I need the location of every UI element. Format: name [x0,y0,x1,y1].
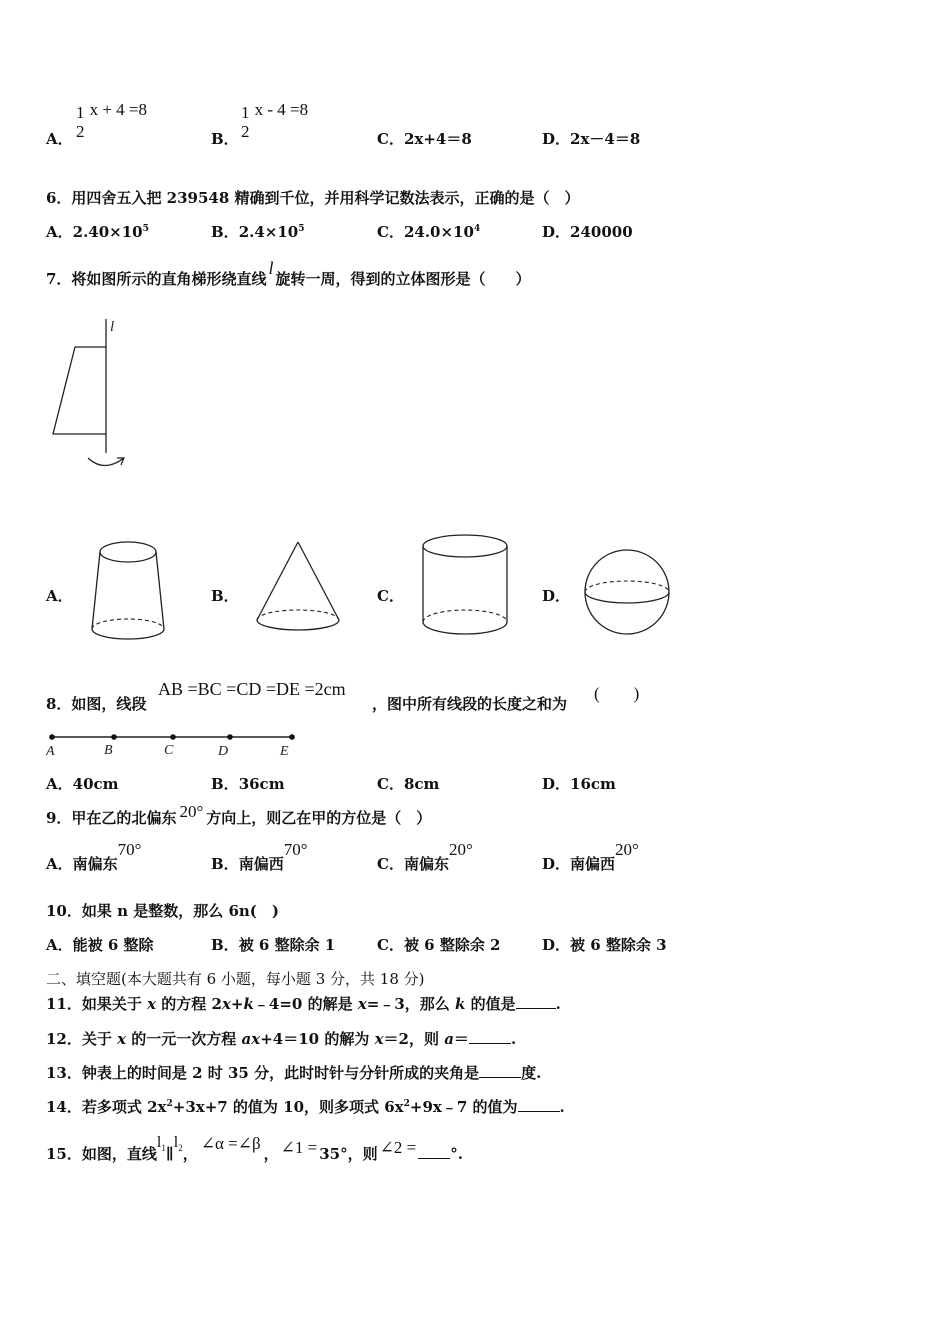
direction: 南偏西 [238,855,284,873]
variable: ax [241,1030,261,1048]
q5-option-b-formula [241,99,309,141]
value: 被 6 整除余 1 [238,936,336,954]
letter: C． [377,936,404,954]
q9-option-b [211,840,308,874]
value: 被 6 整除余 2 [403,936,501,954]
direction: 南偏东 [72,855,118,873]
q10-option-b [211,934,335,955]
text: . [559,1098,565,1116]
frustum-shape [86,538,170,648]
letter: A． [46,936,73,954]
text: . [510,1030,517,1048]
q10-option-c [377,934,501,955]
variable: k [243,995,254,1013]
letter: D． [542,775,571,793]
exponent: 2 [403,1099,410,1109]
cylinder-shape [418,532,512,640]
text: 的一元一次方程 [131,1030,237,1048]
q14 [46,1096,565,1117]
variable: x [221,995,231,1013]
q15 [46,1134,463,1165]
text: +4＝10 的解为 [260,1030,370,1048]
exponent: 5 [298,224,305,234]
q7-option-c-letter: C． [377,587,404,605]
sphere-shape [582,546,672,638]
letter: C． [377,775,404,793]
expression: x + 4 =8 [89,99,148,119]
text: 的方程 2 [161,995,222,1013]
text: =﹣3，那么 [366,995,450,1013]
q10-stem: 10．如果 n 是整数，那么 6n( ) [46,902,279,920]
letter: C． [377,223,404,241]
text: ＝2，则 [383,1030,439,1048]
point-c [170,734,176,740]
text: 14．若多项式 2x [46,1098,167,1116]
angle-equation: ∠1 = [280,1138,318,1157]
text: 度. [521,1064,542,1082]
q5-option-a-letter: A． [46,130,73,148]
q5-option-b-letter: B． [211,130,239,148]
answer-blank[interactable] [469,1031,511,1044]
point-d [227,734,233,740]
value: 8cm [403,775,440,793]
stem-part: 方向上，则乙在甲的方位是（ ） [206,809,432,827]
answer-blank[interactable] [518,1099,560,1112]
letter: A． [46,775,73,793]
line-name: l [156,1134,162,1151]
q6-option-b [211,221,305,242]
q9-option-c [377,840,473,874]
q8-stem-start: 8．如图，线段 [46,695,147,713]
variable: a [444,1030,454,1048]
point-c-label: C [164,743,174,758]
cone-shape [253,538,343,638]
q7-option-a-letter: A． [46,587,73,605]
line-variable: l [268,258,274,278]
value: 16cm [570,775,616,793]
line-l2 [173,1134,183,1154]
subscript: 1 [161,1143,166,1154]
direction: 南偏西 [570,855,616,873]
text: ， [182,1145,198,1163]
fraction [241,103,250,141]
letter: D． [542,223,571,241]
angle-equation: ∠2 = [379,1138,417,1157]
exponent: 2 [166,1099,173,1109]
text: +9x﹣7 的值为 [409,1098,518,1116]
variable: x [374,1030,384,1048]
variable: x [147,995,157,1013]
value: 24.0×10 [403,223,474,241]
stem-part: 旋转一周，得到的立体图形是（ ） [275,270,531,288]
letter: B． [211,936,239,954]
subscript: 2 [178,1143,183,1154]
value: 240000 [570,223,633,241]
text: °. [450,1145,463,1163]
q5-option-d [542,128,640,149]
q8-stem-end: ，图中所有线段的长度之和为 [372,695,568,713]
point-a [49,734,55,740]
text: + [230,995,244,1013]
letter: B． [211,855,239,873]
angle-equation: ∠α =∠β [200,1134,261,1153]
q8-option-c [377,773,439,794]
point-e-label: E [280,744,289,759]
value: 被 6 整除余 3 [570,936,667,954]
variable: x [117,1030,127,1048]
denominator: 2 [241,122,250,141]
q6-option-d [542,221,633,242]
value: 2.4×10 [238,223,299,241]
text: 15．如图，直线 [46,1145,157,1163]
variable: x [357,995,367,1013]
value: 2.40×10 [72,223,143,241]
angle-value: 70° [117,840,142,859]
variable: k [455,995,466,1013]
text: 11．如果关于 [46,995,142,1013]
stem-part: 7．将如图所示的直角梯形绕直线 [46,270,267,288]
q6-option-a [46,221,149,242]
angle-value: 20° [615,840,639,859]
q7-stem [46,258,531,289]
numerator: 1 [76,103,85,122]
q5-option-c [377,128,472,149]
point-d-label: D [218,744,229,759]
angle-value: 20° [179,802,204,821]
angle-value: 20° [448,840,473,859]
value: 35° [319,1145,348,1163]
q6-stem: 6．用四舍五入把 239548 精确到千位，并用科学记数法表示，正确的是（ ） [46,189,580,207]
text: ，则 [347,1145,378,1163]
letter: B． [211,775,239,793]
letter: D． [542,936,571,954]
letter: D． [542,855,571,873]
answer-blank[interactable] [479,1065,521,1078]
q12 [46,1028,516,1049]
point-e [289,734,295,740]
q10-option-d [542,934,667,955]
expression: 2x+4＝8 [403,130,472,148]
value: 能被 6 整除 [72,936,154,954]
letter: A． [46,223,73,241]
parallel-symbol: ∥ [165,1145,174,1163]
answer-blank[interactable] [516,996,556,1009]
direction: 南偏东 [403,855,449,873]
q8-option-b [211,773,285,794]
letter: D． [542,130,571,148]
denominator: 2 [76,122,85,141]
q7-option-d-letter: D． [542,587,571,605]
q8-option-d [542,773,616,794]
stem-part: 9．甲在乙的北偏东 [46,809,177,827]
point-b-label: B [104,743,113,758]
q8-formula: AB =BC =CD =DE =2cm [158,679,346,699]
exponent: 4 [473,224,481,234]
q9-option-d [542,840,639,874]
letter: C． [377,130,404,148]
text: 12．关于 [46,1030,112,1048]
q6-option-c [377,221,480,242]
q8-segment-figure [46,728,306,762]
section-title: 二、填空题(本大题共有 6 小题，每小题 3 分，共 18 分) [46,970,425,988]
fraction [76,103,85,141]
point-a-label: A [46,744,55,759]
text: . [555,995,561,1013]
q9-option-a [46,840,142,874]
numerator: 1 [241,103,250,122]
exponent: 5 [142,224,149,234]
axis-label: l [110,319,115,335]
text: 的值是 [470,995,516,1013]
text: ＝ [453,1030,469,1048]
q13 [46,1062,541,1083]
q10-option-a [46,934,154,955]
q9-stem [46,802,432,828]
q11 [46,993,561,1014]
answer-blank[interactable] [418,1146,450,1159]
letter: B． [211,223,239,241]
line-l1 [156,1134,166,1154]
q8-option-a [46,773,119,794]
trapezoid-rotation-figure [44,315,144,475]
letter: A． [46,855,73,873]
text: +3x+7 的值为 10，则多项式 6x [172,1098,404,1116]
value: 40cm [72,775,119,793]
point-b [111,734,117,740]
q5-option-a-formula [76,99,148,141]
angle-value: 70° [283,840,308,859]
q7-option-b-letter: B． [211,587,239,605]
text: ， [263,1145,279,1163]
text: ﹣4=0 的解是 [253,995,353,1013]
value: 36cm [238,775,285,793]
line-name: l [173,1134,179,1151]
expression: 2x－4＝8 [570,130,641,148]
q8-answer-paren: ( ) [594,684,640,703]
expression: x - 4 =8 [254,99,309,119]
text: 13．钟表上的时间是 2 时 35 分，此时时针与分针所成的夹角是 [46,1064,480,1082]
letter: C． [377,855,404,873]
